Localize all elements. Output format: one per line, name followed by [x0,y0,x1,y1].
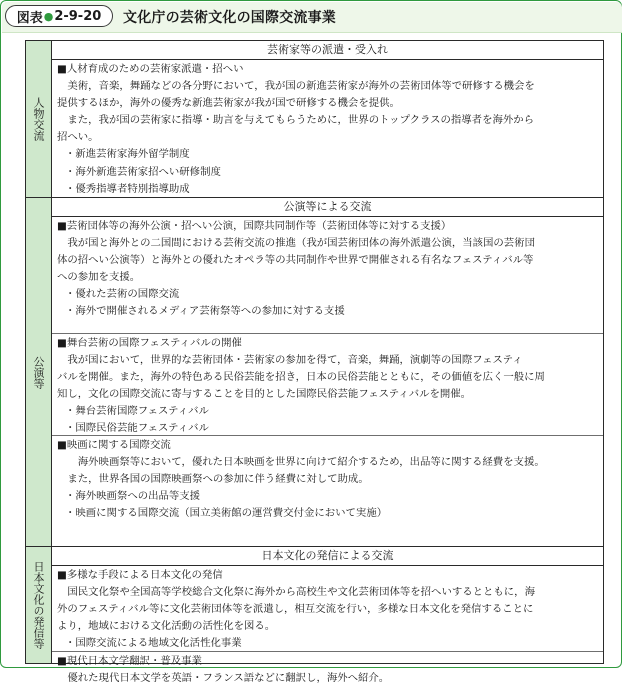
section-content [52,547,603,685]
figure-label-prefix: 図表 [16,10,43,26]
section-header: 日本文化の発信による交流 [52,547,603,566]
program-block [52,217,603,334]
program-description-line: 招へい。 [57,131,99,144]
program-description-line: 国民文化祭や全国高等学校総合文化祭に海外から高校生や文化芸術団体等を招へいするとともに，海 [57,586,535,599]
program-title: ■舞台芸術の国際フェスティバルの開催 [57,337,242,349]
program-block [52,436,603,522]
program-list-item: ・海外で開催されるメディア芸術祭等への参加に対する支援 [65,305,345,318]
program-title: ■芸術団体等の海外公演・招へい公演，国際共同制作等（芸術団体等に対する支援） [57,220,452,232]
program-description-line: 外のフェスティバル等に文化芸術団体等を派遣し，相互交流を行い，多様な日本文化を発信することに [57,603,534,616]
bullet-dot-icon: ● [43,9,54,23]
figure-label-number: 2-9-20 [54,8,102,24]
program-title: ■映画に関する国際交流 [57,439,171,451]
program-block [52,60,603,198]
program-description-line: 我が国において，世界的な芸術団体・芸術家の参加を得て，音楽，舞踊，演劇等の国際フェスティ [57,354,523,367]
program-title: ■人材育成のための芸術家派遣・招へい [57,63,244,75]
program-description-line: 我が国と海外との二国間における芸術交流の推進（我が国芸術団体の海外派遣公演，当該国の芸術団 [57,237,535,250]
program-list-item: ・新進芸術家海外留学制度 [65,148,190,161]
section-performances [26,198,603,547]
program-description-line: 体の招へい公演等）と海外との優れたオペラ等の共同制作や世界で開催される有名なフェスティバル等 [57,254,534,267]
section-header: 芸術家等の派遣・受入れ [52,41,603,60]
program-description-line: 美術，音楽，舞踊などの各分野において，我が国の新進芸術家が海外の芸術団体等で研修する機会を [57,80,535,93]
section-side-label: 人物交流 [26,41,52,197]
program-list-item: ・映画に関する国際交流（国立美術館の運営費交付金において実施） [65,507,388,520]
program-list-item: ・海外新進芸術家招へい研修制度 [65,165,221,178]
program-description-line: 提供するほか，海外の優秀な新進芸術家が我が国で研修する機会を提供。 [57,97,400,110]
program-description-line: また，我が国の芸術家に指導・助言を与えてもらうために，世界のトップクラスの指導者を海外から [57,114,535,127]
program-description-line: への参加を支援。 [57,271,141,284]
section-side-label: 日本文化の発信等 [26,547,52,663]
program-title: ■現代日本文学翻訳・普及事業 [57,655,202,667]
program-list-item: ・舞台芸術国際フェスティバル [65,405,209,418]
figure-title: 文化庁の芸術文化の国際交流事業 [123,10,336,26]
program-block [52,566,603,652]
program-description-line: より，地域における文化活動の活性化を図る。 [57,620,276,633]
program-description-line: 知し，文化の国際交流に寄与することを目的とした国際民俗芸能フェスティバルを開催。 [57,388,472,401]
section-japan-culture [26,547,603,685]
section-content [52,198,603,546]
section-side-label: 公演等 [26,198,52,546]
program-block [52,334,603,436]
program-description-line: 優れた現代日本文学を英語・フランス語などに翻訳し，海外へ紹介。 [57,672,390,685]
program-description-line: 海外映画祭等において，優れた日本映画を世界に向けて紹介するため，出品等に関する経費を支援。 [57,456,545,469]
program-list-item: ・優秀指導者特別指導助成 [65,182,190,195]
section-content [52,41,603,197]
program-table [25,40,604,685]
program-list-item: ・優れた芸術の国際交流 [65,288,180,301]
figure-label [5,5,113,27]
program-description-line: バルを開催。また，海外の特色ある民俗芸能を招き，日本の民俗芸能とともに，その価値を広く一般に周 [57,371,545,384]
program-description-line: また，世界各国の国際映画祭への参加に伴う経費に対して助成。 [57,473,369,486]
section-header: 公演等による交流 [52,198,603,217]
program-title: ■多様な手段による日本文化の発信 [57,569,223,581]
section-person-exchange [26,41,603,198]
program-list-item: ・国際交流による地域文化活性化事業 [65,637,242,650]
program-list-item: ・国際民俗芸能フェスティバル [65,422,209,435]
program-list-item: ・海外映画祭への出品等支援 [65,490,201,503]
